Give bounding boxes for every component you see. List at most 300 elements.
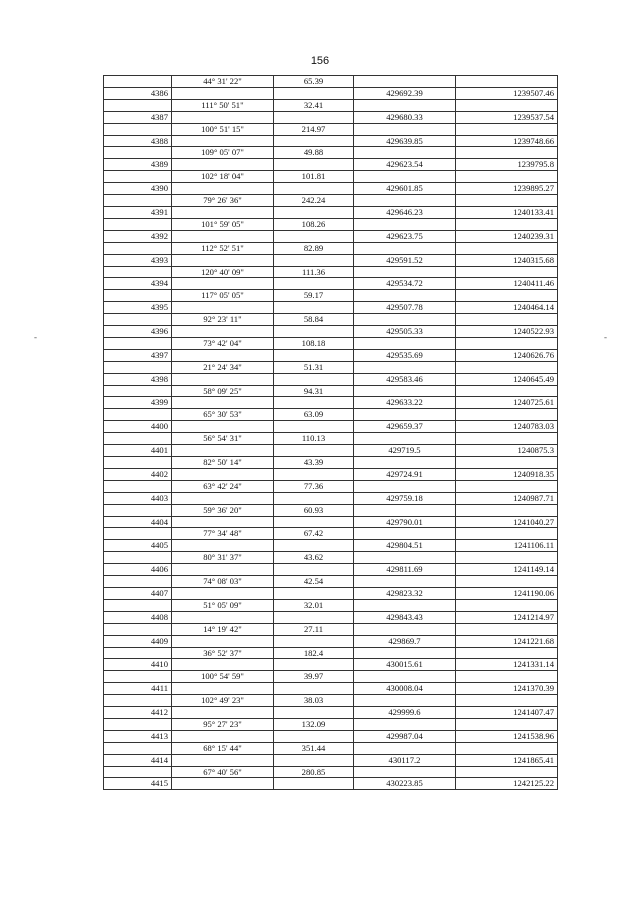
distance-cell: 49.88 bbox=[274, 147, 354, 159]
empty-cell bbox=[104, 718, 172, 730]
bearing-cell: 65° 30' 53" bbox=[172, 409, 274, 421]
empty-cell bbox=[456, 695, 558, 707]
station-cell: 4397 bbox=[104, 349, 172, 361]
table-row bbox=[104, 730, 558, 742]
distance-cell: 351.44 bbox=[274, 742, 354, 754]
station-cell: 4406 bbox=[104, 564, 172, 576]
empty-cell bbox=[456, 623, 558, 635]
northing-cell: 429987.04 bbox=[354, 730, 456, 742]
empty-cell bbox=[104, 409, 172, 421]
empty-cell bbox=[456, 123, 558, 135]
empty-cell bbox=[274, 278, 354, 290]
northing-cell: 429804.51 bbox=[354, 540, 456, 552]
table-row bbox=[104, 623, 558, 635]
northing-cell: 429601.85 bbox=[354, 183, 456, 195]
easting-cell: 1240464.14 bbox=[456, 302, 558, 314]
bearing-cell: 112° 52' 51" bbox=[172, 242, 274, 254]
survey-coordinates-table bbox=[103, 75, 558, 790]
empty-cell bbox=[104, 361, 172, 373]
bearing-cell: 80° 31' 37" bbox=[172, 552, 274, 564]
empty-cell bbox=[354, 361, 456, 373]
table-row bbox=[104, 195, 558, 207]
easting-cell: 1241040.27 bbox=[456, 516, 558, 528]
empty-cell bbox=[274, 421, 354, 433]
empty-cell bbox=[104, 695, 172, 707]
empty-cell bbox=[104, 457, 172, 469]
table-row bbox=[104, 647, 558, 659]
northing-cell: 430008.04 bbox=[354, 683, 456, 695]
empty-cell bbox=[172, 206, 274, 218]
empty-cell bbox=[456, 385, 558, 397]
empty-cell bbox=[354, 290, 456, 302]
table-row bbox=[104, 468, 558, 480]
easting-cell: 1240987.71 bbox=[456, 492, 558, 504]
distance-cell: 110.13 bbox=[274, 433, 354, 445]
easting-cell: 1241214.97 bbox=[456, 611, 558, 623]
distance-cell: 82.89 bbox=[274, 242, 354, 254]
empty-cell bbox=[172, 611, 274, 623]
empty-cell bbox=[354, 766, 456, 778]
empty-cell bbox=[172, 397, 274, 409]
distance-cell: 43.39 bbox=[274, 457, 354, 469]
empty-cell bbox=[104, 766, 172, 778]
easting-cell: 1240522.93 bbox=[456, 326, 558, 338]
empty-cell bbox=[456, 290, 558, 302]
empty-cell bbox=[172, 373, 274, 385]
table-row bbox=[104, 671, 558, 683]
empty-cell bbox=[274, 349, 354, 361]
empty-cell bbox=[274, 659, 354, 671]
table-row bbox=[104, 183, 558, 195]
bearing-cell: 95° 27' 23" bbox=[172, 718, 274, 730]
table-row bbox=[104, 123, 558, 135]
empty-cell bbox=[354, 218, 456, 230]
bearing-cell: 63° 42' 24" bbox=[172, 480, 274, 492]
table-row bbox=[104, 290, 558, 302]
empty-cell bbox=[274, 778, 354, 790]
page-number: 156 bbox=[310, 55, 330, 67]
station-cell: 4405 bbox=[104, 540, 172, 552]
distance-cell: 32.01 bbox=[274, 599, 354, 611]
empty-cell bbox=[354, 742, 456, 754]
bearing-cell: 56° 54' 31" bbox=[172, 433, 274, 445]
bearing-cell: 36° 52' 37" bbox=[172, 647, 274, 659]
empty-cell bbox=[172, 754, 274, 766]
table-row bbox=[104, 587, 558, 599]
distance-cell: 63.09 bbox=[274, 409, 354, 421]
table-row bbox=[104, 516, 558, 528]
table-row bbox=[104, 659, 558, 671]
empty-cell bbox=[172, 159, 274, 171]
empty-cell bbox=[104, 290, 172, 302]
empty-cell bbox=[274, 635, 354, 647]
distance-cell: 280.85 bbox=[274, 766, 354, 778]
empty-cell bbox=[172, 135, 274, 147]
table-row bbox=[104, 480, 558, 492]
empty-cell bbox=[172, 635, 274, 647]
empty-cell bbox=[456, 195, 558, 207]
northing-cell: 429507.78 bbox=[354, 302, 456, 314]
station-cell: 4409 bbox=[104, 635, 172, 647]
empty-cell bbox=[274, 445, 354, 457]
empty-cell bbox=[274, 707, 354, 719]
empty-cell bbox=[104, 528, 172, 540]
empty-cell bbox=[104, 742, 172, 754]
empty-cell bbox=[104, 552, 172, 564]
empty-cell bbox=[172, 683, 274, 695]
empty-cell bbox=[104, 314, 172, 326]
empty-cell bbox=[354, 647, 456, 659]
empty-cell bbox=[274, 373, 354, 385]
empty-cell bbox=[354, 337, 456, 349]
table-row bbox=[104, 385, 558, 397]
northing-cell: 429843.43 bbox=[354, 611, 456, 623]
easting-cell: 1240411.46 bbox=[456, 278, 558, 290]
northing-cell: 429623.75 bbox=[354, 230, 456, 242]
bearing-cell: 68° 15' 44" bbox=[172, 742, 274, 754]
empty-cell bbox=[354, 433, 456, 445]
distance-cell: 27.11 bbox=[274, 623, 354, 635]
empty-cell bbox=[104, 576, 172, 588]
empty-cell bbox=[456, 76, 558, 88]
empty-cell bbox=[104, 647, 172, 659]
empty-cell bbox=[274, 564, 354, 576]
table-row bbox=[104, 528, 558, 540]
table-row bbox=[104, 778, 558, 790]
table-row bbox=[104, 171, 558, 183]
northing-cell: 429692.39 bbox=[354, 87, 456, 99]
table-row bbox=[104, 766, 558, 778]
table-row bbox=[104, 695, 558, 707]
empty-cell bbox=[456, 718, 558, 730]
easting-cell: 1241190.06 bbox=[456, 587, 558, 599]
empty-cell bbox=[172, 278, 274, 290]
station-cell: 4413 bbox=[104, 730, 172, 742]
distance-cell: 108.18 bbox=[274, 337, 354, 349]
bearing-cell: 82° 50' 14" bbox=[172, 457, 274, 469]
northing-cell: 429633.22 bbox=[354, 397, 456, 409]
northing-cell: 429823.32 bbox=[354, 587, 456, 599]
empty-cell bbox=[274, 135, 354, 147]
bearing-cell: 92° 23' 11" bbox=[172, 314, 274, 326]
empty-cell bbox=[456, 242, 558, 254]
bearing-cell: 111° 50' 51" bbox=[172, 99, 274, 111]
station-cell: 4390 bbox=[104, 183, 172, 195]
easting-cell: 1241331.14 bbox=[456, 659, 558, 671]
empty-cell bbox=[172, 349, 274, 361]
bearing-cell: 44° 31' 22" bbox=[172, 76, 274, 88]
empty-cell bbox=[104, 99, 172, 111]
table-row bbox=[104, 302, 558, 314]
distance-cell: 42.54 bbox=[274, 576, 354, 588]
bearing-cell: 73° 42' 04" bbox=[172, 337, 274, 349]
table-row bbox=[104, 611, 558, 623]
easting-cell: 1239507.46 bbox=[456, 87, 558, 99]
easting-cell: 1239895.27 bbox=[456, 183, 558, 195]
northing-cell: 429659.37 bbox=[354, 421, 456, 433]
distance-cell: 60.93 bbox=[274, 504, 354, 516]
table-row bbox=[104, 87, 558, 99]
empty-cell bbox=[354, 599, 456, 611]
empty-cell bbox=[274, 206, 354, 218]
empty-cell bbox=[172, 230, 274, 242]
empty-cell bbox=[354, 99, 456, 111]
station-cell: 4389 bbox=[104, 159, 172, 171]
empty-cell bbox=[104, 337, 172, 349]
table-row bbox=[104, 576, 558, 588]
easting-cell: 1240783.03 bbox=[456, 421, 558, 433]
empty-cell bbox=[172, 302, 274, 314]
station-cell: 4391 bbox=[104, 206, 172, 218]
table-row bbox=[104, 111, 558, 123]
station-cell: 4394 bbox=[104, 278, 172, 290]
empty-cell bbox=[456, 576, 558, 588]
northing-cell: 429591.52 bbox=[354, 254, 456, 266]
empty-cell bbox=[274, 468, 354, 480]
table-row bbox=[104, 445, 558, 457]
distance-cell: 39.97 bbox=[274, 671, 354, 683]
empty-cell bbox=[354, 528, 456, 540]
empty-cell bbox=[354, 718, 456, 730]
survey-table-body bbox=[104, 76, 558, 790]
distance-cell: 111.36 bbox=[274, 266, 354, 278]
table-row bbox=[104, 707, 558, 719]
empty-cell bbox=[274, 730, 354, 742]
empty-cell bbox=[456, 218, 558, 230]
station-cell: 4410 bbox=[104, 659, 172, 671]
station-cell: 4398 bbox=[104, 373, 172, 385]
station-cell: 4408 bbox=[104, 611, 172, 623]
empty-cell bbox=[104, 504, 172, 516]
table-row bbox=[104, 683, 558, 695]
distance-cell: 101.81 bbox=[274, 171, 354, 183]
empty-cell bbox=[354, 480, 456, 492]
distance-cell: 65.39 bbox=[274, 76, 354, 88]
empty-cell bbox=[274, 183, 354, 195]
table-row bbox=[104, 135, 558, 147]
easting-cell: 1240875.3 bbox=[456, 445, 558, 457]
empty-cell bbox=[104, 242, 172, 254]
empty-cell bbox=[172, 587, 274, 599]
northing-cell: 429534.72 bbox=[354, 278, 456, 290]
table-row bbox=[104, 635, 558, 647]
easting-cell: 1240725.61 bbox=[456, 397, 558, 409]
bearing-cell: 58° 09' 25" bbox=[172, 385, 274, 397]
empty-cell bbox=[104, 385, 172, 397]
empty-cell bbox=[456, 504, 558, 516]
table-row bbox=[104, 409, 558, 421]
empty-cell bbox=[354, 242, 456, 254]
distance-cell: 32.41 bbox=[274, 99, 354, 111]
bearing-cell: 74° 08' 03" bbox=[172, 576, 274, 588]
northing-cell: 429724.91 bbox=[354, 468, 456, 480]
empty-cell bbox=[456, 337, 558, 349]
empty-cell bbox=[104, 218, 172, 230]
table-row bbox=[104, 361, 558, 373]
empty-cell bbox=[172, 183, 274, 195]
empty-cell bbox=[354, 671, 456, 683]
empty-cell bbox=[354, 171, 456, 183]
station-cell: 4392 bbox=[104, 230, 172, 242]
northing-cell: 429811.69 bbox=[354, 564, 456, 576]
northing-cell: 429646.23 bbox=[354, 206, 456, 218]
distance-cell: 51.31 bbox=[274, 361, 354, 373]
table-row bbox=[104, 254, 558, 266]
empty-cell bbox=[104, 266, 172, 278]
empty-cell bbox=[354, 266, 456, 278]
empty-cell bbox=[104, 599, 172, 611]
empty-cell bbox=[354, 695, 456, 707]
northing-cell: 430117.2 bbox=[354, 754, 456, 766]
bearing-cell: 79° 26' 36" bbox=[172, 195, 274, 207]
distance-cell: 77.36 bbox=[274, 480, 354, 492]
distance-cell: 94.31 bbox=[274, 385, 354, 397]
station-cell: 4395 bbox=[104, 302, 172, 314]
bearing-cell: 14° 19' 42" bbox=[172, 623, 274, 635]
table-row bbox=[104, 492, 558, 504]
station-cell: 4400 bbox=[104, 421, 172, 433]
empty-cell bbox=[274, 326, 354, 338]
distance-cell: 58.84 bbox=[274, 314, 354, 326]
bearing-cell: 101° 59' 05" bbox=[172, 218, 274, 230]
empty-cell bbox=[172, 111, 274, 123]
empty-cell bbox=[456, 742, 558, 754]
table-row bbox=[104, 314, 558, 326]
table-row bbox=[104, 242, 558, 254]
northing-cell: 429680.33 bbox=[354, 111, 456, 123]
station-cell: 4386 bbox=[104, 87, 172, 99]
empty-cell bbox=[354, 76, 456, 88]
empty-cell bbox=[172, 707, 274, 719]
table-row bbox=[104, 218, 558, 230]
empty-cell bbox=[354, 385, 456, 397]
bearing-cell: 51° 05' 09" bbox=[172, 599, 274, 611]
distance-cell: 43.62 bbox=[274, 552, 354, 564]
northing-cell: 429535.69 bbox=[354, 349, 456, 361]
northing-cell: 429790.01 bbox=[354, 516, 456, 528]
station-cell: 4393 bbox=[104, 254, 172, 266]
empty-cell bbox=[354, 195, 456, 207]
empty-cell bbox=[456, 552, 558, 564]
empty-cell bbox=[172, 445, 274, 457]
empty-cell bbox=[172, 516, 274, 528]
easting-cell: 1240239.31 bbox=[456, 230, 558, 242]
distance-cell: 108.26 bbox=[274, 218, 354, 230]
empty-cell bbox=[354, 576, 456, 588]
empty-cell bbox=[172, 540, 274, 552]
easting-cell: 1241370.39 bbox=[456, 683, 558, 695]
station-cell: 4407 bbox=[104, 587, 172, 599]
empty-cell bbox=[172, 254, 274, 266]
easting-cell: 1239795.8 bbox=[456, 159, 558, 171]
station-cell: 4388 bbox=[104, 135, 172, 147]
empty-cell bbox=[274, 611, 354, 623]
empty-cell bbox=[354, 147, 456, 159]
northing-cell: 429639.85 bbox=[354, 135, 456, 147]
table-row bbox=[104, 278, 558, 290]
empty-cell bbox=[456, 599, 558, 611]
northing-cell: 429869.7 bbox=[354, 635, 456, 647]
station-cell: 4402 bbox=[104, 468, 172, 480]
empty-cell bbox=[456, 99, 558, 111]
empty-cell bbox=[354, 552, 456, 564]
distance-cell: 214.97 bbox=[274, 123, 354, 135]
table-row bbox=[104, 373, 558, 385]
bearing-cell: 77° 34' 48" bbox=[172, 528, 274, 540]
easting-cell: 1241149.14 bbox=[456, 564, 558, 576]
empty-cell bbox=[274, 587, 354, 599]
empty-cell bbox=[354, 123, 456, 135]
empty-cell bbox=[354, 314, 456, 326]
table-row bbox=[104, 147, 558, 159]
empty-cell bbox=[456, 314, 558, 326]
distance-cell: 242.24 bbox=[274, 195, 354, 207]
empty-cell bbox=[274, 230, 354, 242]
empty-cell bbox=[456, 266, 558, 278]
table-row bbox=[104, 230, 558, 242]
bearing-cell: 100° 54' 59" bbox=[172, 671, 274, 683]
distance-cell: 132.09 bbox=[274, 718, 354, 730]
empty-cell bbox=[274, 254, 354, 266]
easting-cell: 1240918.35 bbox=[456, 468, 558, 480]
empty-cell bbox=[354, 504, 456, 516]
empty-cell bbox=[172, 87, 274, 99]
table-row bbox=[104, 504, 558, 516]
empty-cell bbox=[172, 326, 274, 338]
station-cell: 4412 bbox=[104, 707, 172, 719]
empty-cell bbox=[456, 171, 558, 183]
table-row bbox=[104, 564, 558, 576]
empty-cell bbox=[104, 671, 172, 683]
empty-cell bbox=[274, 302, 354, 314]
table-row bbox=[104, 742, 558, 754]
easting-cell: 1239748.66 bbox=[456, 135, 558, 147]
easting-cell: 1241106.11 bbox=[456, 540, 558, 552]
station-cell: 4396 bbox=[104, 326, 172, 338]
northing-cell: 430015.61 bbox=[354, 659, 456, 671]
empty-cell bbox=[456, 361, 558, 373]
empty-cell bbox=[172, 492, 274, 504]
northing-cell: 429505.33 bbox=[354, 326, 456, 338]
empty-cell bbox=[274, 540, 354, 552]
empty-cell bbox=[172, 730, 274, 742]
empty-cell bbox=[104, 433, 172, 445]
table-row bbox=[104, 206, 558, 218]
empty-cell bbox=[354, 409, 456, 421]
empty-cell bbox=[354, 623, 456, 635]
empty-cell bbox=[172, 659, 274, 671]
empty-cell bbox=[274, 492, 354, 504]
easting-cell: 1240626.76 bbox=[456, 349, 558, 361]
bearing-cell: 102° 49' 23" bbox=[172, 695, 274, 707]
bearing-cell: 102° 18' 04" bbox=[172, 171, 274, 183]
distance-cell: 182.4 bbox=[274, 647, 354, 659]
table-row bbox=[104, 337, 558, 349]
empty-cell bbox=[172, 468, 274, 480]
table-row bbox=[104, 266, 558, 278]
easting-cell: 1240645.49 bbox=[456, 373, 558, 385]
empty-cell bbox=[456, 528, 558, 540]
bearing-cell: 117° 05' 05" bbox=[172, 290, 274, 302]
easting-cell: 1241221.68 bbox=[456, 635, 558, 647]
table-row bbox=[104, 552, 558, 564]
easting-cell: 1241538.96 bbox=[456, 730, 558, 742]
northing-cell: 430223.85 bbox=[354, 778, 456, 790]
scan-mark-left: - bbox=[34, 332, 37, 342]
empty-cell bbox=[172, 778, 274, 790]
northing-cell: 429999.6 bbox=[354, 707, 456, 719]
empty-cell bbox=[456, 647, 558, 659]
